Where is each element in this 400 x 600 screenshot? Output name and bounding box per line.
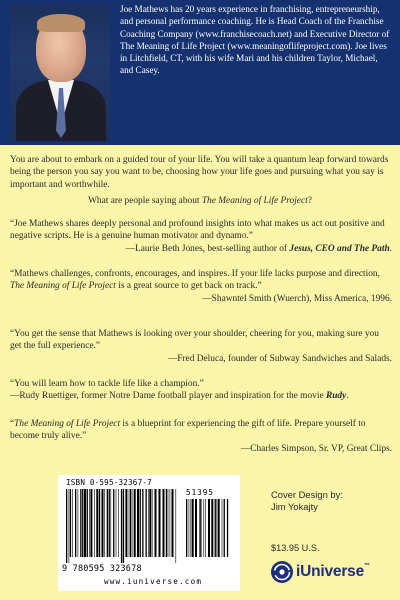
barcode-bar (155, 489, 157, 557)
barcode-bar (123, 489, 124, 563)
barcode-bar (66, 489, 67, 563)
barcode-bar (89, 489, 90, 557)
addon-barcode-bars (186, 499, 230, 563)
barcode-bar (113, 489, 114, 557)
reviews-heading: What are people saying about The Meaning of Life Project? (88, 196, 312, 206)
review-quote: “Joe Mathews shares deeply personal and profound insights into what makes us act out positive and negative scripts. He is a genuine human motivator and dynamo.” —Laurie Beth Jones, best-selling author of Jesus, CEO and The Path. (10, 219, 392, 254)
barcode-bar (149, 489, 151, 557)
barcode-bar (159, 489, 161, 557)
barcode-bar (195, 499, 197, 557)
barcode-bar (118, 489, 119, 557)
ean-digits: 9 780595 323678 (62, 564, 142, 574)
isbn-barcode (58, 475, 240, 591)
review-attribution: —Laurie Beth Jones, best-selling author of Jesus, CEO and The Path. (125, 243, 392, 254)
author-band (0, 0, 400, 145)
barcode-bar (140, 489, 141, 557)
barcode-bar (69, 489, 70, 563)
barcode-bar (192, 499, 194, 557)
barcode-bar (130, 489, 131, 557)
barcode-bar (146, 489, 147, 557)
barcode-bar (191, 499, 192, 557)
review-attribution: —Fred Deluca, founder of Subway Sandwiches and Salads. (167, 353, 392, 364)
barcode-bar (102, 489, 104, 557)
barcode-bar (168, 489, 169, 557)
barcode-bar (142, 489, 143, 557)
review-attribution: —Shawntel Smith (Wuerch), Miss America, 1996. (202, 293, 392, 304)
barcode-bar (82, 489, 83, 557)
barcode-bar (96, 489, 98, 557)
iuniverse-logo-icon (270, 560, 294, 584)
barcode-bar (205, 499, 206, 557)
barcode-bar (107, 489, 108, 557)
review-quote: “You get the sense that Mathews is looking over your shoulder, cheering for you, making sure you get the full experience.” —Fred Deluca, founder of Subway Sandwiches and Salads. (10, 329, 392, 364)
publisher-website: www.iuniverse.com (104, 577, 203, 586)
barcode-bar (189, 499, 190, 557)
back-cover-panel: You are about to embark on a guided tour of your life. You will take a quantum leap forward towards being the person you say you want to be, choosing how your life goes and pursuing what you say is important and worthwhile. What are people saying about The Meaning of Life Project? “Joe Mathews shares deeply personal and profound insights into what makes us act out positive and negative scripts. He is a genuine human motivator and dynamo.” —Laurie Beth Jones, best-selling author of Jesus, CEO and The Path. “Mathews challenges, confronts, encourages, and inspires. If your life lacks purpose and direction, The Meaning of Life Project is a great source to get back on track.” —Shawntel Smith (Wuerch), Miss America, 1996. “You get the sense that Mathews is looking over your shoulder, cheering for you, making sure you get the full experience.” —Fred Deluca, founder of Subway Sandwiches and Salads. “You will learn how to tackle life like a champion.” —Rudy Ruettiger, former Notre Dame football player and inspiration for the movie Rudy. “The Meaning of Life Project is a blueprint for experiencing the gift of life. Prepare yourself to become truly alive.” —Charles Simpson, Sr. VP, Great Clips. ISBN 0-595-32367-7 51395 9 780595 323678 www.iuniverse.com Cover Design by: Jim Yokajty $13.95 U.S. iUniverse™ (0, 145, 400, 600)
review-quote: “The Meaning of Life Project is a blueprint for experiencing the gift of life. Prepare yourself to become truly alive.” —Charles Simpson, Sr. VP, Great Clips. (10, 419, 392, 454)
price-code: 51395 (186, 488, 214, 497)
review-quote: “Mathews challenges, confronts, encourages, and inspires. If your life lacks purpose and direction, The Meaning of Life Project is a great source to get back on track.” —Shawntel Smith (Wuerch), Miss America, 1996. (10, 269, 392, 304)
review-attribution: —Rudy Ruettiger, former Notre Dame football player and inspiration for the movie Rudy. (10, 391, 349, 402)
barcode-bar (125, 489, 127, 557)
barcode-bar (72, 489, 73, 557)
isbn-number: ISBN 0-595-32367-7 (66, 478, 152, 487)
barcode-bar (132, 489, 133, 557)
barcode-bar (176, 489, 177, 563)
review-quote: “You will learn how to tackle life like a champion.” —Rudy Ruettiger, former Notre Dame football player and inspiration for the movie Rudy. (10, 379, 349, 402)
barcode-bar (116, 489, 117, 557)
barcode-bar (200, 499, 201, 557)
barcode-bar (224, 499, 225, 557)
barcode-bar (172, 489, 174, 557)
barcode-bar (80, 489, 81, 557)
barcode-bar (227, 499, 228, 557)
barcode-bar (94, 489, 95, 557)
barcode-bar (137, 489, 139, 557)
barcode-bar (163, 489, 165, 557)
barcode-bar (215, 499, 216, 557)
barcode-bar (104, 489, 105, 557)
barcode-bar (152, 489, 153, 557)
barcode-bar (87, 489, 88, 557)
price: $13.95 U.S. (271, 543, 320, 553)
cover-design-credit: Cover Design by: Jim Yokajty (271, 489, 343, 512)
barcode-bar (129, 489, 130, 557)
barcode-bar (148, 489, 149, 557)
barcode-bar (121, 489, 122, 563)
author-photo (10, 4, 110, 141)
barcode-bar (204, 499, 205, 557)
barcode-bar (186, 499, 187, 557)
barcode-bar (84, 489, 86, 557)
barcode-bar (166, 489, 167, 557)
publisher-name: iUniverse (296, 563, 364, 580)
barcode-bar (99, 489, 100, 557)
barcode-bar (111, 489, 112, 557)
ean-barcode-bars (66, 489, 178, 563)
barcode-bar (199, 499, 200, 557)
barcode-bar (134, 489, 136, 557)
barcode-bar (109, 489, 110, 557)
barcode-bar (211, 499, 213, 557)
barcode-bar (222, 499, 223, 557)
barcode-bar (75, 489, 76, 557)
barcode-bar (90, 489, 92, 557)
barcode-bar (208, 499, 210, 557)
barcode-bar (170, 489, 171, 557)
barcode-bar (78, 489, 79, 557)
barcode-bar (70, 489, 71, 557)
author-bio: Joe Mathews has 20 years experience in franchising, entrepreneurship, and personal performance coaching. He is Head Coach of the Franchise Coaching Company (www.franchisecoach.net) and Executive Director of The Meaning of Life Project (www.meaningoflifeproject.com). Joe lives in Litchfield, CT, with his wife Mari and his children Taylor, Michael, and Casey. (120, 4, 390, 76)
barcode-bar (218, 499, 220, 557)
review-attribution: —Charles Simpson, Sr. VP, Great Clips. (240, 443, 392, 454)
barcode-bar (217, 499, 218, 557)
intro-text: You are about to embark on a guided tour of your life. You will take a quantum leap forward towards being the person you say you want to be, choosing how your life goes and pursuing what you say is important and worthwhile. (10, 155, 389, 190)
